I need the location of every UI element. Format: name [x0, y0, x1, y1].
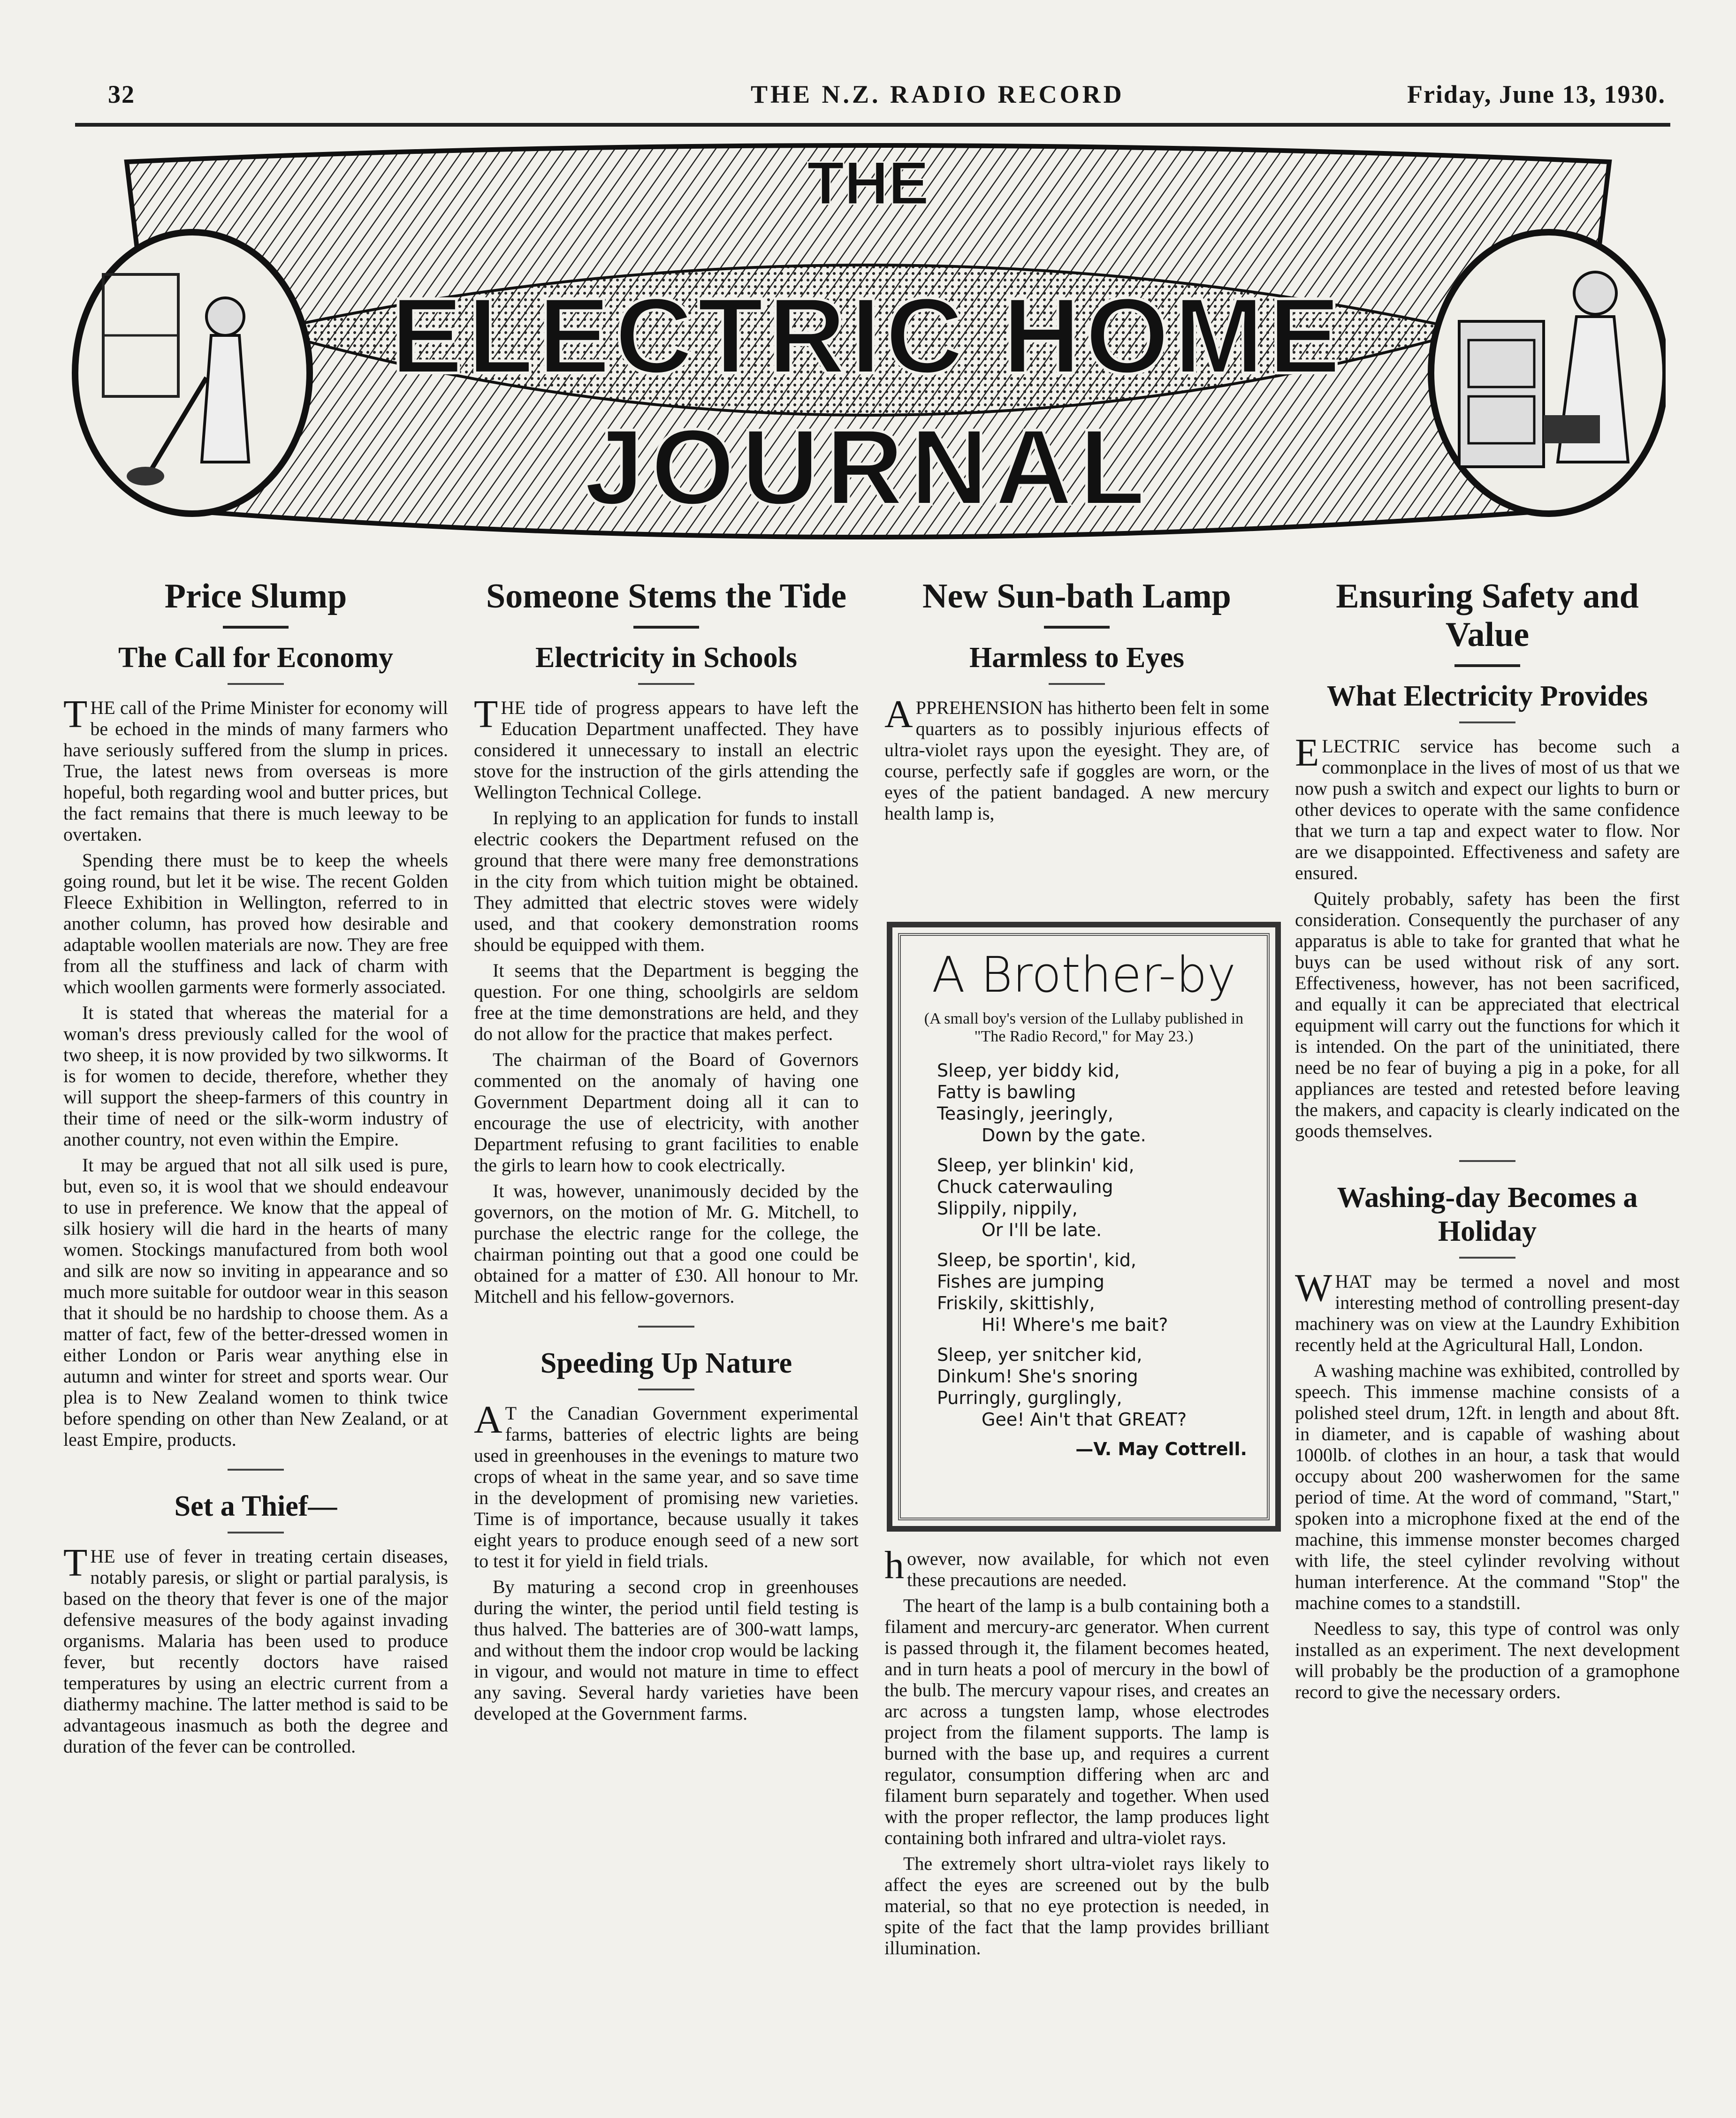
poem-line: Down by the gate.	[982, 1125, 1146, 1146]
subhead-what-electricity-provides: What Electricity Provides	[1326, 680, 1648, 712]
poem-line: Or I'll be late.	[982, 1220, 1102, 1240]
subhead-rule	[1459, 721, 1515, 723]
column-4	[1295, 577, 1680, 1707]
paragraph: It may be argued that not all silk used is pure, but, even so, it is wool that we should endeavour to use in preference. We know that the appeal of silk hosiery will die hard in the hearts of many women. Stockings manufactured from both wool and silk are now so inviting in appearance and so much more suitable for outdoor wear in this season that it should be no hardship to choose them. As a matter of fact, few of the better-dressed women in either London or Paris wear anything else in autumn and winter for street and sports wear. Our plea is to New Zealand women to think twice before spending on other than New Zealand, or at least Empire, products.	[63, 1154, 448, 1450]
poem-line: Teasingly, jeeringly,	[937, 1103, 1114, 1124]
headline-price-slump: Price Slump	[164, 577, 347, 615]
paragraph: The heart of the lamp is a bulb containing both a filament and mercury-arc generator. When current is passed through it, the filament becomes heated, and in turn heats a pool of mercury in the bowl of the bulb. The mercury vapour rises, and creates an arc across a tungsten lamp, whose electrodes project from the filament supports. The lamp is burned with the base up, and requires a current regulator, consumption differing when arc and filament burn separately and together. When used with the proper reflector, the lamp produces light containing both infrared and ultra-violet rays.	[884, 1595, 1269, 1848]
poem-line: Chuck caterwauling	[937, 1177, 1113, 1197]
poem-line: Sleep, be sportin', kid,	[937, 1250, 1136, 1270]
running-head	[70, 75, 1666, 117]
subhead-electricity-in-schools: Electricity in Schools	[535, 642, 797, 674]
paragraph: Spending there must be to keep the wheels going round, but let it be wise. The recent Golden Fleece Exhibition in Wellington, referred to in another column, has proved how desirable and adaptable woollen materials are now. They are free from all the stuffiness and lack of charm with which woollen garments were formerly associated.	[63, 850, 448, 997]
paragraph: The extremely short ultra-violet rays likely to affect the eyes are screened out by the bulb material, so that no eye protection is needed, in spite of the fact that the lamp provides brilliant illumination.	[884, 1853, 1269, 1959]
masthead-the: THE	[807, 149, 929, 217]
headline-rule	[638, 1389, 694, 1390]
publication-title: THE N.Z. RADIO RECORD	[751, 80, 1125, 108]
headline-rule	[1454, 664, 1520, 667]
subhead-harmless-to-eyes: Harmless to Eyes	[969, 642, 1185, 674]
paragraph: THE call of the Prime Minister for economy will be echoed in the minds of many farmers who have seriously suffered from the slump in prices. True, the latest news from overseas is more hopeful, both regarding wool and butter prices, but the fact remains that there is much leeway to be overtaken.	[63, 692, 448, 845]
masthead-electric-home: ELECTRIC HOME	[391, 275, 1345, 396]
poem-box	[887, 922, 1281, 1532]
subhead-rule	[638, 683, 694, 685]
paragraph: APPREHENSION has hitherto been felt in some quarters as to possibly injurious effects of ultra-violet rays upon the eyesight. They are, of course, perfectly safe if goggles are worn, or the eyes of the patient bandaged. A new mercury health lamp is,	[884, 692, 1269, 824]
column-3-continued	[884, 1543, 1269, 1963]
poem-line: Fishes are jumping	[937, 1271, 1104, 1292]
poem-stanza	[937, 1344, 1275, 1430]
paragraph: By maturing a second crop in greenhouses during the winter, the period until field testing is thus halved. The batteries are of 300-watt lamps, and without them the indoor crop would be lacking in vigour, and would not mature in time to effect any saving. Several hardy varieties have been developed at the Government farms.	[474, 1576, 859, 1724]
left-medallion-woman-vacuuming-illustration	[75, 232, 310, 514]
paragraph: THE tide of progress appears to have left the Education Department unaffected. They have considered it unnecessary to install an electric stove for the instruction of the girls attending the Wellington Technical College.	[474, 692, 859, 803]
paragraph: ELECTRIC service has become such a commonplace in the lives of most of us that we now push a switch and expect our lights to burn or other devices to operate with the same confidence that we turn a tap and expect water to flow. Nor are we disappointed. Effectiveness and safety are ensured.	[1295, 731, 1680, 883]
poem-author: —V. May Cottrell.	[1075, 1439, 1247, 1459]
paragraph: The chairman of the Board of Governors commented on the anomaly of having one Government Department doing all it can to encourage the use of electricity, with another Department refusing to grant facilities to enable the girls to learn how to cook electrically.	[474, 1049, 859, 1176]
headline-new-sun-bath-lamp: New Sun-bath Lamp	[922, 577, 1231, 615]
page-number: 32	[108, 80, 135, 108]
poem-line: Gee! Ain't that GREAT?	[982, 1409, 1187, 1430]
subhead-call-for-economy: The Call for Economy	[118, 642, 394, 674]
headline-someone-stems-the-tide: Someone Stems the Tide	[486, 577, 847, 615]
paragraph: A washing machine was exhibited, controlled by speech. This immense machine consists of a polished steel drum, 12ft. in length and about 8ft. in diameter, and is capable of washing about 1000lb. of clothes in an hour, a task that would occupy about 200 washerwomen for the same period of time. At the word of command, "Start," spoken into a microphone fixed at the end of the machine, this immense monster becomes charged with life, the steel cylinder revolving without human interference. At the command "Stop" the machine comes to a standstill.	[1295, 1360, 1680, 1613]
headline-set-a-thief: Set a Thief—	[174, 1490, 337, 1522]
paragraph: THE use of fever in treating certain diseases, notably paresis, or slight or partial paralysis, is based on the theory that fever is one of the major defensive measures of the body against invading organisms. Malaria has been used to produce fever, but recently doctors have raised temperatures by using an electric current from a diathermy machine. The latter method is said to be advantageous inasmuch as both the degree and duration of the fever can be controlled.	[63, 1541, 448, 1757]
paragraph: Quitely probably, safety has been the first consideration. Consequently the purchaser of any apparatus is able to take for granted that what he buys can be used without risk of any sort. Effectiveness, however, has not been sacrificed, and equally it can be appreciated that electrical equipment will carry out the functions for which it is intended. On the part of the uninitiated, there need be no fear of buying a pig in a poke, for all appliances are tested and retested before leaving the makers, and capacity is clearly indicated on the goods themselves.	[1295, 888, 1680, 1141]
section-rule	[638, 1326, 694, 1328]
paragraph: It is stated that whereas the material for a woman's dress previously called for the wool of two sheep, it is now provided by two silkworms. It is for women to decide, therefore, whether they will support the sheep-farmers of this country in their time of need or the silk-worm industry of another country, not even within the Empire.	[63, 1002, 448, 1150]
poem-subtitle: (A small boy's version of the Lullaby published in "The Radio Record," for May 23.)	[924, 1010, 1244, 1045]
headline-rule	[228, 1532, 284, 1533]
poem-line: Sleep, yer blinkin' kid,	[937, 1155, 1134, 1176]
subhead-rule	[228, 683, 284, 685]
headline-washing-day-becomes-a-holiday: Washing-day Becomes a Holiday	[1337, 1182, 1638, 1247]
paragraph: It was, however, unanimously decided by the governors, on the motion of Mr. G. Mitchell, to purchase the electric range for the college, the chairman pointing out that a good one could be obtained for a matter of £30. All honour to Mr. Mitchell and his fellow-governors.	[474, 1180, 859, 1307]
column-2	[474, 577, 859, 1729]
poem-line: Friskily, skittishly,	[937, 1293, 1095, 1313]
masthead-journal: JOURNAL	[584, 407, 1152, 527]
poem-title: A Brother-by	[931, 946, 1236, 1003]
section-rule	[1459, 1160, 1515, 1162]
poem-stanza	[937, 1249, 1275, 1336]
paragraph: however, now available, for which not even these precautions are needed.	[884, 1543, 1269, 1590]
poem-line: Hi! Where's me bait?	[982, 1314, 1168, 1335]
paragraph: AT the Canadian Government experimental farms, batteries of electric lights are being used in greenhouses in the evenings to mature two crops of wheat in the same year, and so save time in the development of promising new varieties. Time is of importance, because usually it takes eight years to produce enough seed of a new sort to test it for yield in field trials.	[474, 1398, 859, 1571]
headline-rule	[1459, 1257, 1515, 1259]
headline-rule	[223, 626, 289, 629]
masthead-banner	[70, 134, 1666, 556]
poem-line: Sleep, yer biddy kid,	[937, 1060, 1120, 1081]
issue-date: Friday, June 13, 1930.	[1407, 80, 1666, 108]
right-medallion-woman-cooking-illustration	[1431, 232, 1666, 514]
header-rule	[75, 123, 1670, 127]
poem-stanza	[937, 1060, 1275, 1146]
section-rule	[228, 1469, 284, 1471]
poem-line: Slippily, nippily,	[937, 1198, 1078, 1219]
column-3	[884, 577, 1269, 828]
headline-rule	[1044, 626, 1110, 629]
headline-speeding-up-nature: Speeding Up Nature	[540, 1347, 792, 1379]
paragraph: WHAT may be termed a novel and most interesting method of controlling present-day machinery was on view at the Laundry Exhibition recently held at the Agricultural Hall, London.	[1295, 1266, 1680, 1355]
poem-line: Purringly, gurglingly,	[937, 1388, 1122, 1408]
poem-line: Sleep, yer snitcher kid,	[937, 1344, 1142, 1365]
column-1	[63, 577, 448, 1761]
subhead-rule	[1049, 683, 1105, 685]
paragraph: Needless to say, this type of control was only installed as an experiment. The next development will probably be the production of a gramophone record to give the necessary orders.	[1295, 1618, 1680, 1702]
poem-line: Fatty is bawling	[937, 1082, 1076, 1102]
headline-rule	[633, 626, 699, 629]
paragraph: It seems that the Department is begging the question. For one thing, schoolgirls are seldom free at the time demonstrations are held, and they do not allow for the practice that makes perfect.	[474, 960, 859, 1044]
headline-ensuring-safety-and-value: Ensuring Safety and Value	[1336, 577, 1639, 654]
paragraph: In replying to an application for funds to install electric cookers the Department refused on the ground that there were many free demonstrations in the city from which tuition might be obtained. They admitted that electric stoves were widely used, and that cookery demonstration rooms should be equipped with them.	[474, 807, 859, 955]
poem-line: Dinkum! She's snoring	[937, 1366, 1138, 1387]
poem-stanza	[937, 1154, 1275, 1241]
